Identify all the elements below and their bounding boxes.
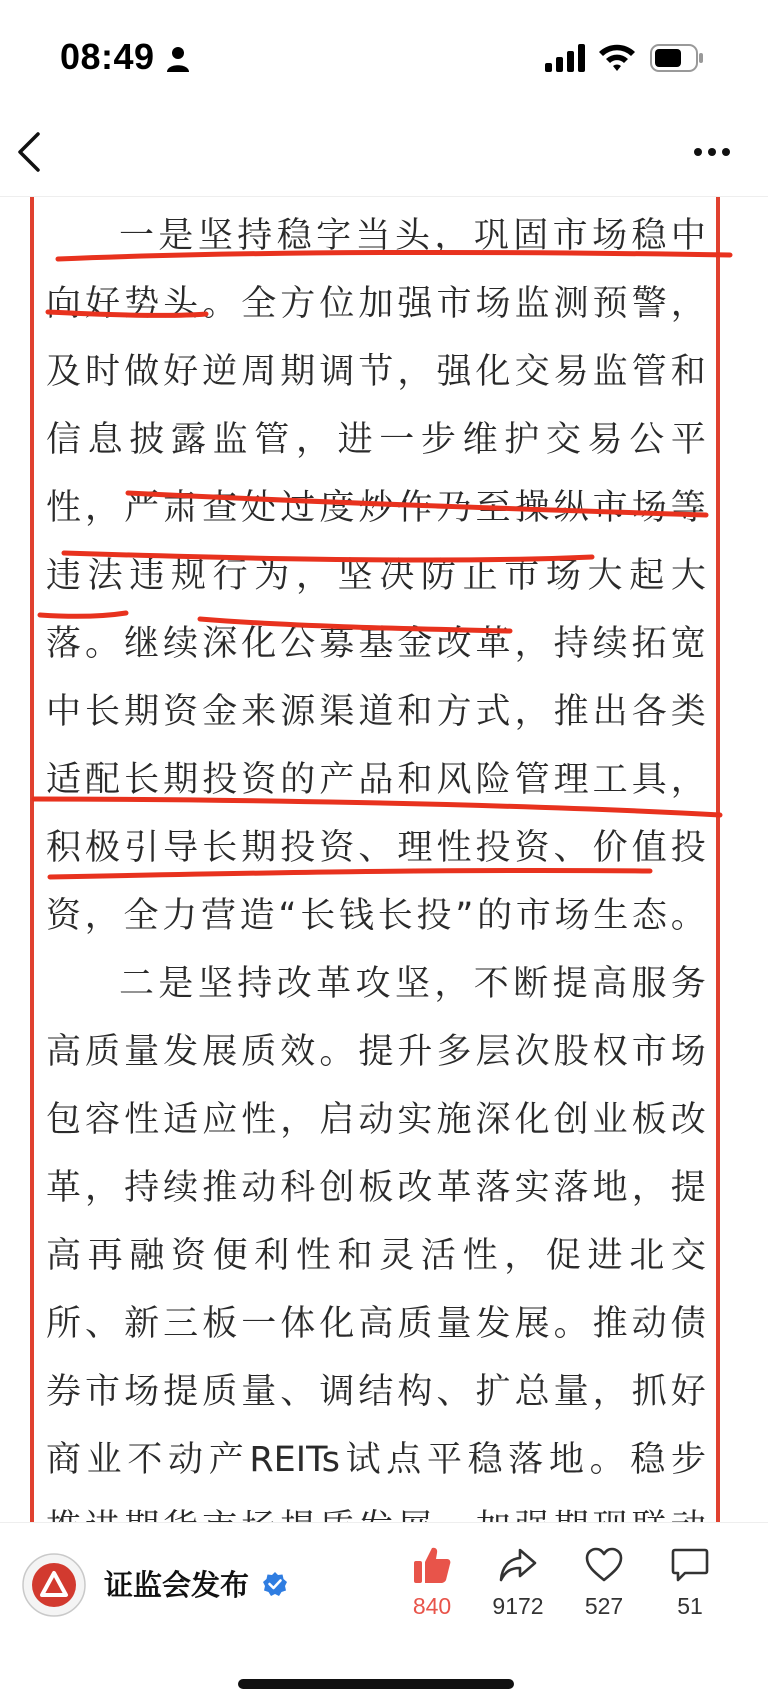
text-line: 券 市 场 提 质 量 、 调 结 构 、 扩 总 量 ， 抓 好 [46,1372,706,1412]
text-line: 所 、 新 三 板 一 体 化 高 质 量 发 展 。 推 动 债 [46,1304,706,1344]
text-line: 适 配 长 期 投 资 的 产 品 和 风 险 管 理 工 具 ， [46,760,706,800]
comment-button[interactable] [650,1545,730,1637]
text-line: 落 。 继 续 深 化 公 募 基 金 改 革 ， 持 续 拓 宽 [46,624,706,664]
text-line: 积 极 引 导 长 期 投 资 、 理 性 投 资 、 价 值 投 [46,828,706,868]
share-count: 9172 [492,1593,544,1619]
red-frame-right [716,197,720,1522]
text-line: 向 好 势 头 。 全 方 位 加 强 市 场 监 测 预 警 ， [46,284,706,324]
article-text [46,211,706,1571]
csrc-logo[interactable] [22,1553,86,1617]
person-icon [166,46,190,72]
verified-icon [262,1571,288,1597]
wifi-icon [597,42,637,72]
text-line: 性 ， 严 肃 查 处 过 度 炒 作 乃 至 操 纵 市 场 等 [46,488,706,528]
like-count: 840 [412,1593,452,1619]
text-line: 一 是 坚 持 稳 字 当 头 ， 巩 固 市 场 稳 中 [119,216,706,256]
bottom-bar [0,1522,768,1703]
article-image [0,197,768,1522]
text-line: 高 再 融 资 便 利 性 和 灵 活 性 ， 促 进 北 交 [46,1236,706,1276]
back-icon[interactable] [14,130,44,174]
text-line: 违 法 违 规 行 为 ， 坚 决 防 止 市 场 大 起 大 [46,556,706,596]
red-frame-left [30,197,34,1522]
status-bar [0,0,768,110]
share-icon [498,1545,538,1585]
text-line: 包 容 性 适 应 性 ， 启 动 实 施 深 化 创 业 板 改 [46,1100,706,1140]
signal-icon [545,44,587,72]
comment-count: 51 [677,1593,703,1619]
thumbs-up-icon [412,1545,452,1585]
battery-icon [650,44,704,72]
like-button[interactable] [392,1545,472,1637]
home-indicator [238,1679,514,1689]
favorite-button[interactable] [564,1545,644,1637]
share-button[interactable] [478,1545,558,1637]
text-line: 信 息 披 露 监 管 ， 进 一 步 维 护 交 易 公 平 [46,420,706,460]
status-time: 08:49 [60,36,155,77]
text-line: 及 时 做 好 逆 周 期 调 节 ， 强 化 交 易 监 管 和 [46,352,706,392]
text-line: 商 业 不 动 产 REITs 试 点 平 稳 落 地 。 稳 步 [46,1440,706,1480]
more-icon[interactable] [692,140,732,164]
nav-bar [0,110,768,197]
text-line: 二 是 坚 持 改 革 攻 坚 ， 不 断 提 高 服 务 [119,964,706,1004]
text-line: 高 质 量 发 展 质 效 。 提 升 多 层 次 股 权 市 场 [46,1032,706,1072]
text-line: 中 长 期 资 金 来 源 渠 道 和 方 式 ， 推 出 各 类 [46,692,706,732]
comment-icon [670,1545,710,1585]
heart-icon [584,1545,624,1585]
favorite-count: 527 [584,1593,624,1619]
text-line: 资 ， 全 力 营 造 “ 长 钱 长 投 ” 的 市 场 生 态 。 [46,896,706,936]
text-line: 革 ， 持 续 推 动 科 创 板 改 革 落 实 落 地 ， 提 [46,1168,706,1208]
account-name[interactable]: 证监会发布 [104,1568,250,1602]
